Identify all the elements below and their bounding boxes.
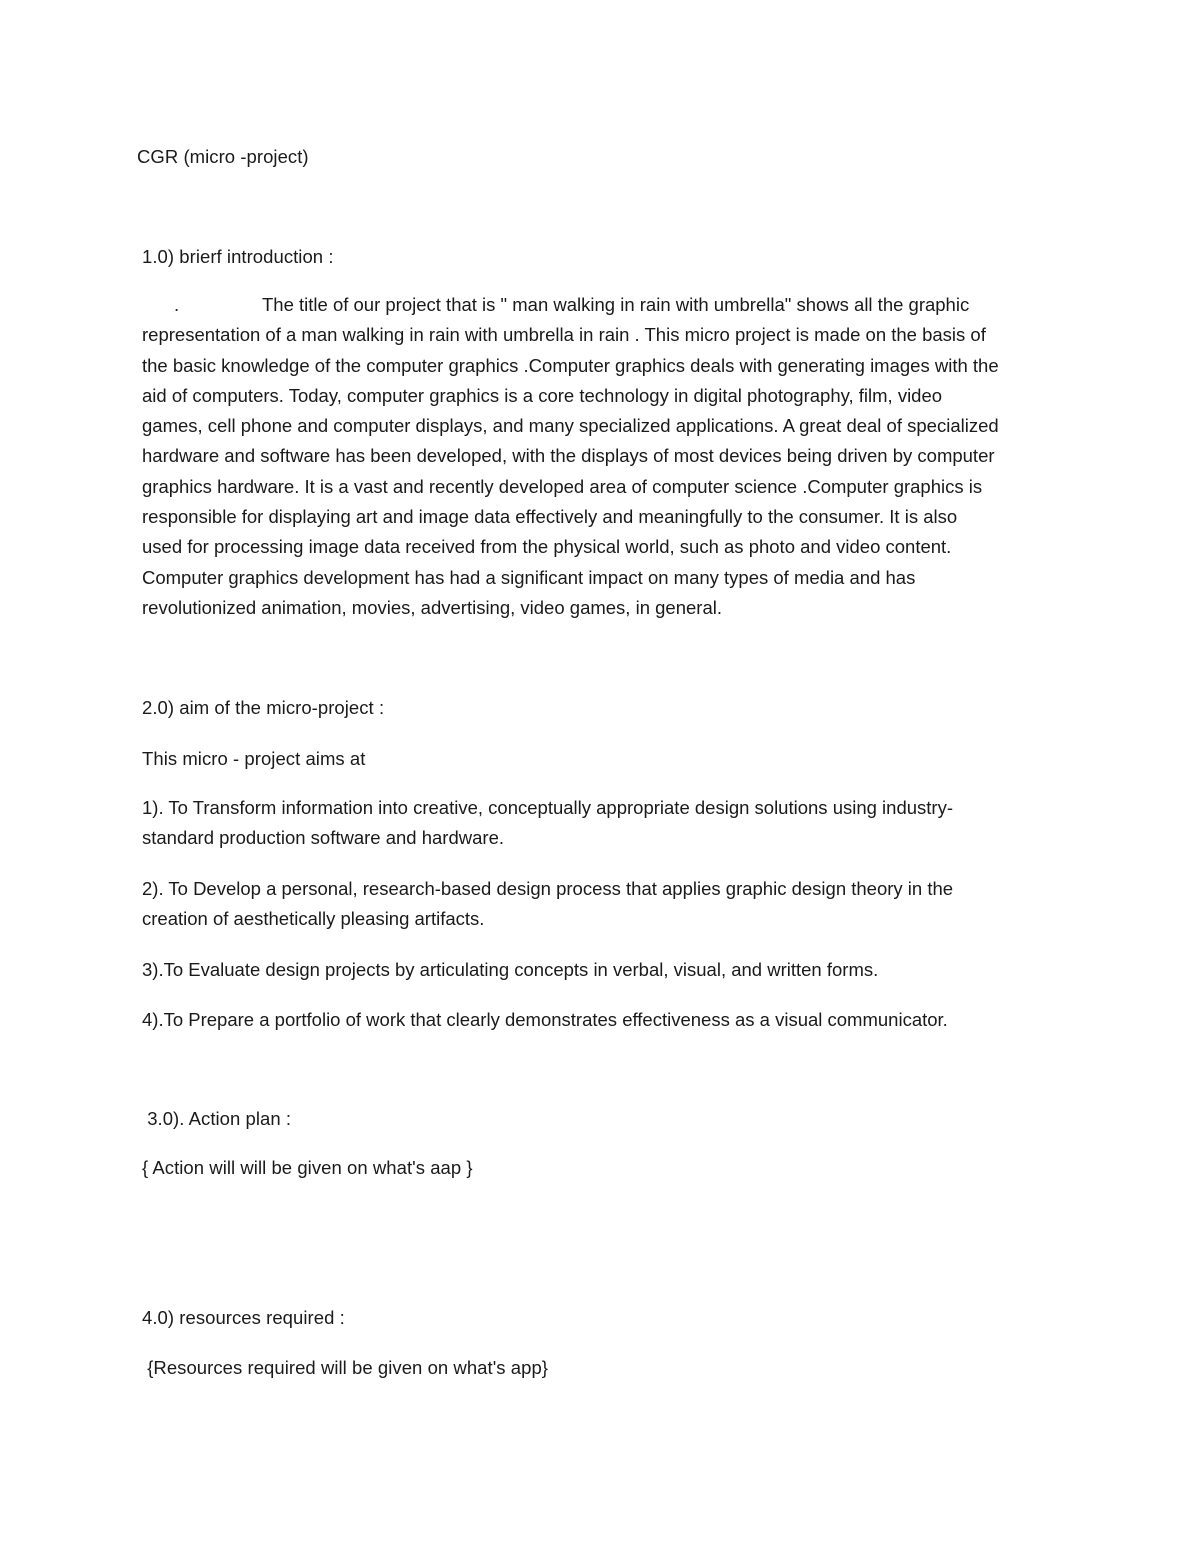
section-1-heading: 1.0) brierf introduction : xyxy=(142,246,334,267)
section-3-heading: 3.0). Action plan : xyxy=(142,1108,292,1129)
paragraph-line-9: used for processing image data received from the physical world, such as photo and video content. xyxy=(142,536,952,558)
aim-item-3-line-1: 3).To Evaluate design projects by articulating concepts in verbal, visual, and written forms. xyxy=(142,959,879,980)
section-4-heading: 4.0) resources required : xyxy=(142,1307,345,1328)
section-4-body: {Resources required will be given on what's app} xyxy=(142,1357,549,1378)
aim-item-1-line-2: standard production software and hardware. xyxy=(142,827,504,849)
paragraph-line-7: graphics hardware. It is a vast and recently developed area of computer science .Computer graphics is xyxy=(142,475,983,497)
paragraph-line-4: aid of computers. Today, computer graphics is a core technology in digital photography, film, video xyxy=(142,384,943,406)
paragraph-line-10: Computer graphics development has had a significant impact on many types of media and has xyxy=(142,566,916,588)
aim-item-1 xyxy=(142,793,1072,854)
aim-item-1-line-1: 1). To Transform information into creative, conceptually appropriate design solutions using industry- xyxy=(142,797,953,818)
paragraph-line-6: hardware and software has been developed, with the displays of most devices being driven by computer xyxy=(142,445,995,467)
paragraph-line-8: responsible for displaying art and image data effectively and meaningfully to the consumer. It is also xyxy=(142,506,958,528)
bullet-dot: . xyxy=(174,294,180,315)
aim-item-3 xyxy=(142,955,1072,985)
section-2-heading: 2.0) aim of the micro-project : xyxy=(142,697,385,718)
paragraph-line-1 xyxy=(142,290,1072,320)
paragraph-line-5: games, cell phone and computer displays, and many specialized applications. A great deal of specialized xyxy=(142,415,999,437)
aim-item-4 xyxy=(142,1005,1072,1035)
aim-item-2-line-2: creation of aesthetically pleasing artifacts. xyxy=(142,908,485,930)
paragraph-line-2: representation of a man walking in rain with umbrella in rain . This micro project is made on the basis of xyxy=(142,324,986,346)
paragraph-text: The title of our project that is " man walking in rain with umbrella" shows all the graphic xyxy=(262,294,970,315)
section-2-intro: This micro - project aims at xyxy=(142,748,366,769)
aim-item-4-line-1: 4).To Prepare a portfolio of work that clearly demonstrates effectiveness as a visual communicator. xyxy=(142,1009,948,1030)
paragraph-line-3: the basic knowledge of the computer graphics .Computer graphics deals with generating images with the xyxy=(142,354,999,376)
aim-item-2 xyxy=(142,874,1072,935)
aim-item-2-line-1: 2). To Develop a personal, research-based design process that applies graphic design theory in the xyxy=(142,878,954,899)
paragraph-line-11: revolutionized animation, movies, advertising, video games, in general. xyxy=(142,596,722,618)
section-1-paragraph xyxy=(142,290,1072,623)
section-3-body: { Action will will be given on what's aap } xyxy=(142,1157,473,1178)
document-title: CGR (micro -project) xyxy=(137,146,309,167)
